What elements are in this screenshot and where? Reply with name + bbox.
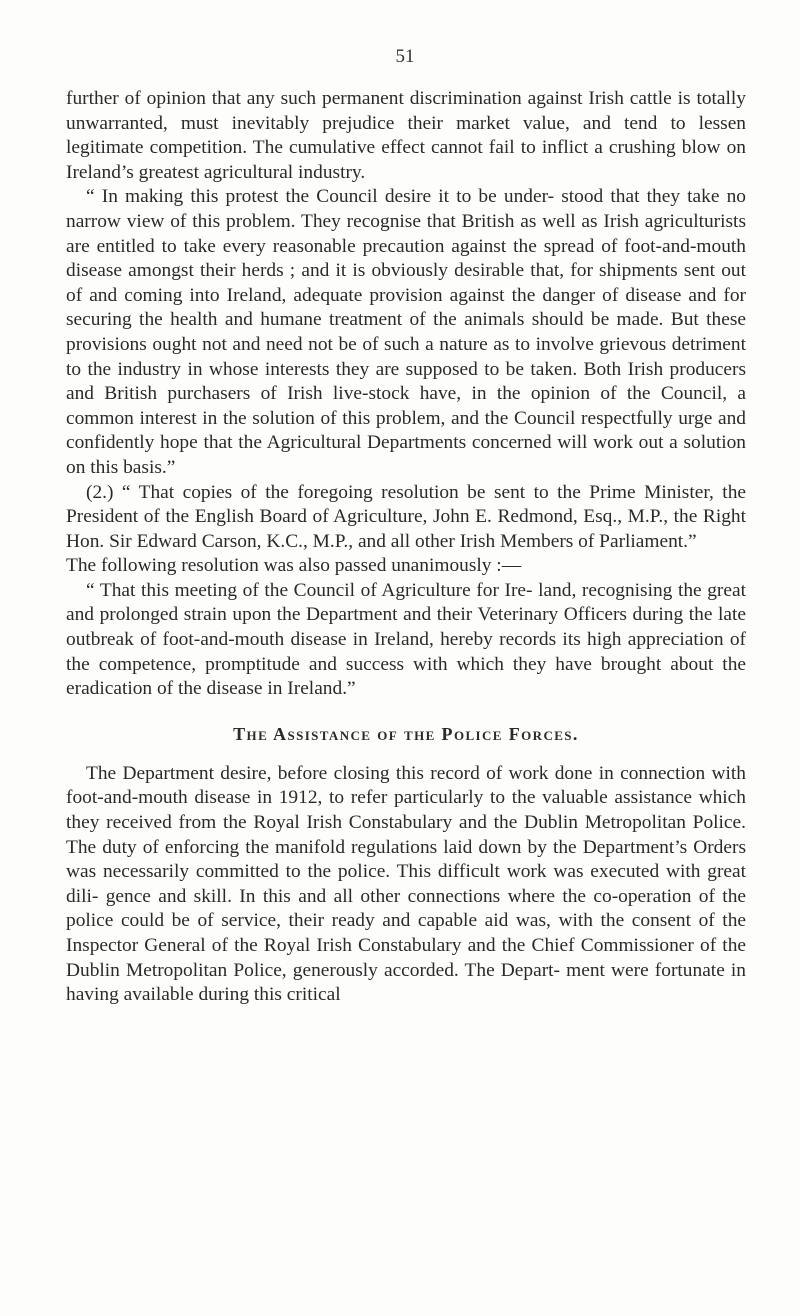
paragraph-appreciation-resolution: “ That this meeting of the Council of Agriculture for Ire- land, recognising the great and prolonged strain upon the Department and their Veterinary Officers during the late outbreak of foot-and-mouth disease in Ireland, hereby records its high appreciation of the competence, promptitude and success with which they have brought about the eradication of the disease in Ireland.” <box>66 579 746 700</box>
section-heading: The Assistance of the Police Forces. <box>233 723 579 744</box>
page-number: 51 <box>395 46 415 67</box>
paragraph-resolution-copies: (2.) “ That copies of the foregoing resolution be sent to the Prime Minister, the President of the English Board of Agriculture, John E. Redmond, Esq., M.P., the Right Hon. Sir Edward Carson, K.C., M.P., and all other Irish Members of Parliament.” <box>66 481 746 552</box>
paragraph-continuation: further of opinion that any such permanent discrimination against Irish cattle is totally unwarranted, must inevitably prejudice their market value, and tend to lessen legitimate competition. The cumulative effect cannot fail to inflict a crushing blow on Ireland’s greatest agricultural industry. <box>66 88 746 183</box>
paragraph-police-assistance: The Department desire, before closing this record of work done in connection with foot-and-mouth disease in 1912, to refer particularly to the valuable assistance which they received from the Royal Irish Constabulary and the Dublin Metropolitan Police. The duty of enforcing the manifold regulations laid down by the Department’s Orders was necessarily committed to the police. This difficult work was executed with great dili- gence and skill. In this and all other connections where the co-operation of the police could be of service, their ready and capable aid was, with the consent of the Inspector General of the Royal Irish Constabulary and the Chief Commissioner of the Dublin Metropolitan Police, generously accorded. The Depart- ment were fortunate in having available during this critical <box>66 762 746 1006</box>
paragraph-protest: “ In making this protest the Council desire it to be under- stood that they take no narrow view of this problem. They recognise that British as well as Irish agriculturists are entitled to take every reasonable precaution against the spread of foot-and-mouth disease amongst their herds ; and it is obviously desirable that, for shipments sent out of and coming into Ireland, adequate provision against the danger of disease and for securing the health and humane treatment of the animals should be made. But these provisions ought not and need not be of such a nature as to involve grievous detriment to the industry in whose interests they are supposed to be taken. Both Irish producers and British purchasers of Irish live-stock have, in the opinion of the Council, a common interest in the solution of this problem, and the Council respectfully urge and confidently hope that the Agricultural Departments concerned will work out a solution on this basis.” <box>66 186 746 478</box>
body-text <box>66 87 746 1008</box>
paragraph-following-resolution: The following resolution was also passed unanimously :— <box>66 555 522 577</box>
